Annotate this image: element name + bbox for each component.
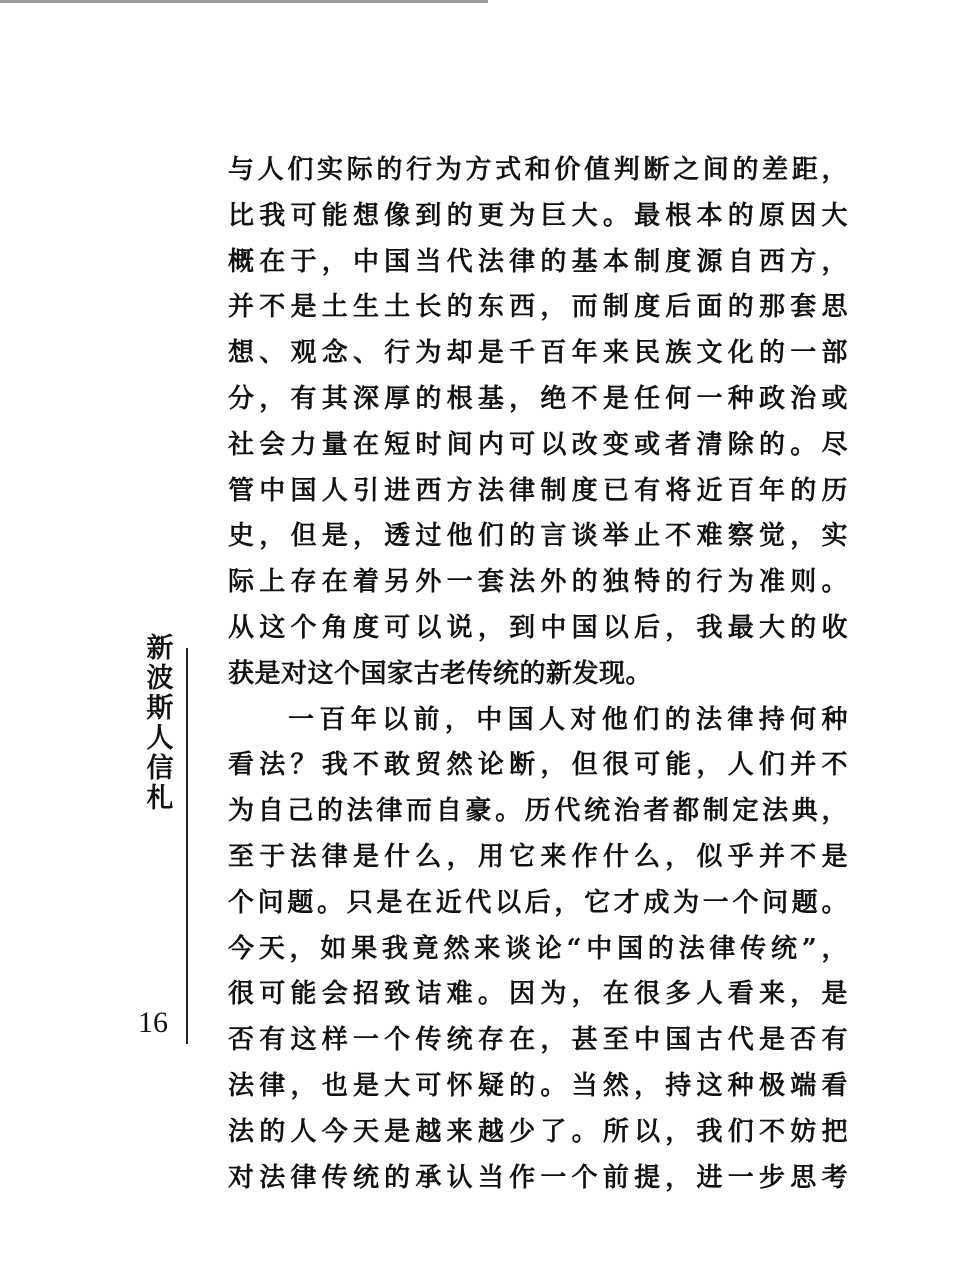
text-line: 想、观念、行为却是千百年来民族文化的一部 — [228, 338, 848, 369]
running-title-char: 斯 — [146, 693, 174, 724]
text-line: 为自己的法律而自豪。历代统治者都制定法典， — [228, 796, 848, 827]
text-line: 今天，如果我竟然来谈论“中国的法律传统”， — [228, 933, 848, 964]
text-line: 概在于，中国当代法律的基本制度源自西方， — [228, 246, 848, 277]
running-title-char: 波 — [146, 663, 174, 694]
text-line: 对法律传统的承认当作一个前提，进一步思考 — [228, 1162, 848, 1193]
text-line: 与人们实际的行为方式和价值判断之间的差距， — [228, 155, 848, 185]
text-line: 史，但是，透过他们的言谈举止不难察觉，实 — [228, 521, 848, 552]
paragraph-first-line: 一百年以前，中国人对他们的法律持何种 — [288, 704, 848, 735]
running-title — [143, 634, 177, 814]
text-line: 很可能会招致诘难。因为，在很多人看来，是 — [228, 979, 848, 1010]
text-line: 看法？我不敢贸然论断，但很可能，人们并不 — [228, 750, 848, 781]
text-line: 否有这样一个传统存在，甚至中国古代是否有 — [228, 1025, 848, 1056]
text-line: 获是对这个国家古老传统的新发现。 — [228, 658, 653, 689]
body-text — [228, 148, 848, 1201]
text-line: 比我可能想像到的更为巨大。最根本的原因大 — [228, 200, 848, 231]
running-title-char: 信 — [146, 753, 174, 784]
text-line: 并不是土生土长的东西，而制度后面的那套思 — [228, 292, 848, 323]
margin-rule — [186, 648, 188, 1044]
page-number: 16 — [138, 1006, 168, 1039]
text-line: 从这个角度可以说，到中国以后，我最大的收 — [228, 612, 848, 643]
text-line: 个问题。只是在近代以后，它才成为一个问题。 — [228, 887, 848, 918]
text-line: 际上存在着另外一套法外的独特的行为准则。 — [228, 567, 848, 598]
running-title-char: 札 — [146, 783, 174, 814]
running-title-char: 人 — [146, 723, 174, 754]
text-line: 至于法律是什么，用它来作什么，似乎并不是 — [228, 841, 848, 872]
top-edge-rule — [0, 0, 488, 3]
text-line: 法律，也是大可怀疑的。当然，持这种极端看 — [228, 1070, 848, 1101]
text-line: 社会力量在短时间内可以改变或者清除的。尽 — [228, 429, 848, 460]
text-line: 分，有其深厚的根基，绝不是任何一种政治或 — [228, 383, 848, 414]
running-title-char: 新 — [146, 633, 174, 664]
text-line: 管中国人引进西方法律制度已有将近百年的历 — [228, 475, 848, 506]
text-line: 法的人今天是越来越少了。所以，我们不妨把 — [228, 1116, 848, 1147]
